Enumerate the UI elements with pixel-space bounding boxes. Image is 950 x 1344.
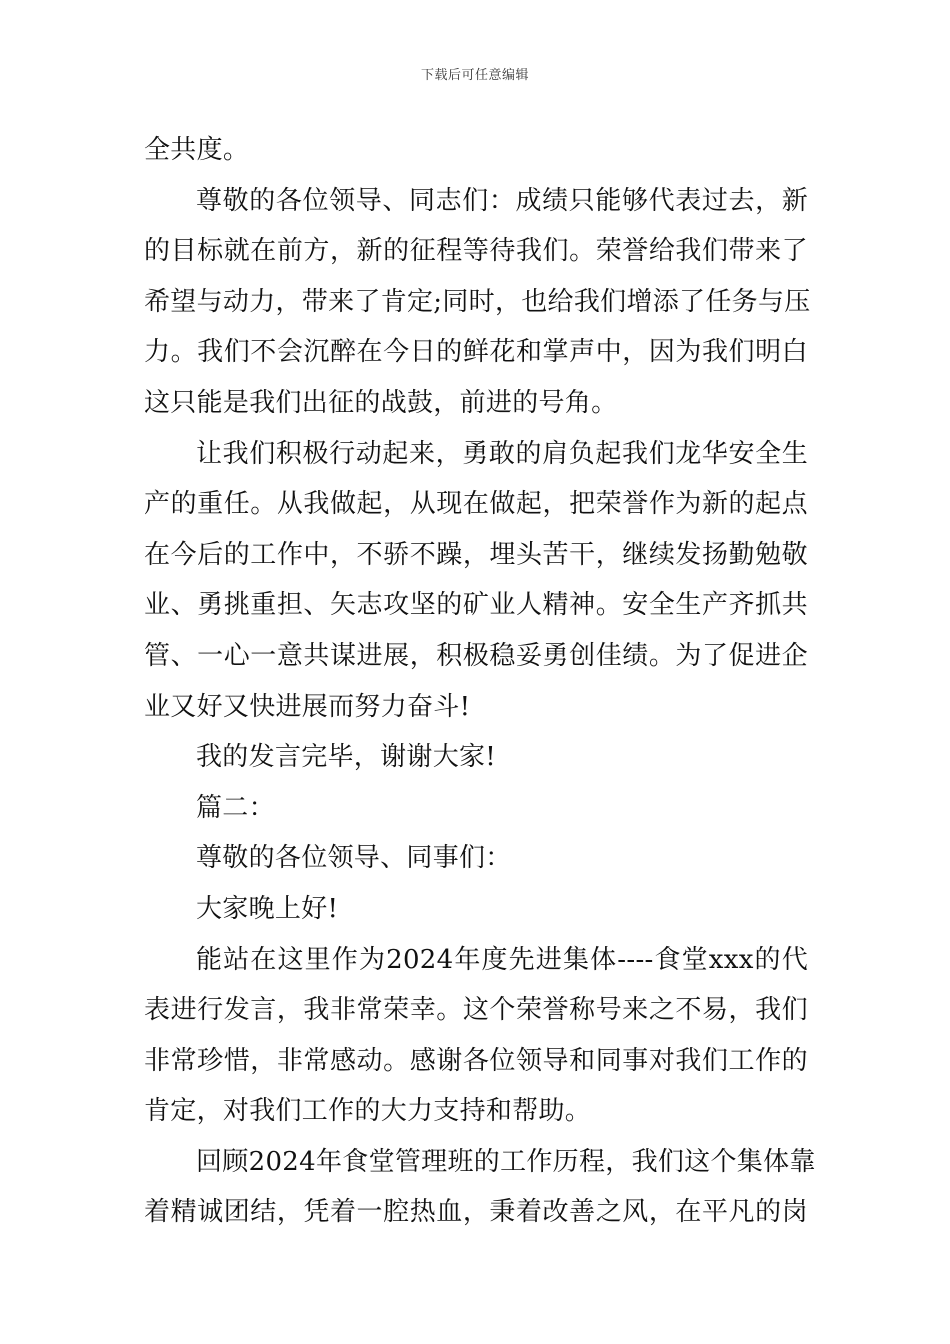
text-line: 产的重任。从我做起，从现在做起，把荣誉作为新的起点 bbox=[144, 489, 808, 520]
text-line: 让我们积极行动起来，勇敢的肩负起我们龙华安全生 bbox=[196, 438, 808, 469]
document-body bbox=[144, 125, 816, 1238]
text-line: 篇二： bbox=[196, 792, 275, 823]
text-line: 在今后的工作中，不骄不躁，埋头苦干，继续发扬勤勉敬 bbox=[144, 539, 808, 570]
text-line: 的目标就在前方，新的征程等待我们。荣誉给我们带来了 bbox=[144, 236, 808, 267]
text-line: 这只能是我们出征的战鼓，前进的号角。 bbox=[144, 387, 618, 418]
text-line: 能站在这里作为2024年度先进集体----食堂xxx的代 bbox=[196, 944, 808, 975]
text-line: 非常珍惜，非常感动。感谢各位领导和同事对我们工作的 bbox=[144, 1045, 808, 1076]
text-line: 肯定，对我们工作的大力支持和帮助。 bbox=[144, 1096, 592, 1127]
text-line: 业、勇挑重担、矢志攻坚的矿业人精神。安全生产齐抓共 bbox=[144, 590, 808, 621]
text-line: 力。我们不会沉醉在今日的鲜花和掌声中，因为我们明白 bbox=[144, 337, 808, 368]
text-line: 尊敬的各位领导、同事们： bbox=[196, 843, 512, 874]
text-line: 希望与动力，带来了肯定;同时，也给我们增添了任务与压 bbox=[144, 286, 811, 317]
text-line: 业又好又快进展而努力奋斗! bbox=[144, 691, 471, 722]
text-line: 回顾2024年食堂管理班的工作历程，我们这个集体靠 bbox=[196, 1146, 816, 1177]
text-line: 大家晚上好! bbox=[196, 893, 339, 924]
text-line: 着精诚团结，凭着一腔热血，秉着改善之风，在平凡的岗 bbox=[144, 1197, 808, 1228]
text-line: 尊敬的各位领导、同志们：成绩只能够代表过去，新 bbox=[196, 185, 808, 216]
text-line: 表进行发言，我非常荣幸。这个荣誉称号来之不易，我们 bbox=[144, 995, 808, 1026]
text-line: 全共度。 bbox=[144, 135, 250, 165]
text-line: 管、一心一意共谋进展，积极稳妥勇创佳绩。为了促进企 bbox=[144, 640, 808, 671]
page-header: 下载后可任意编辑 bbox=[420, 68, 529, 83]
text-line: 我的发言完毕，谢谢大家! bbox=[196, 742, 497, 773]
